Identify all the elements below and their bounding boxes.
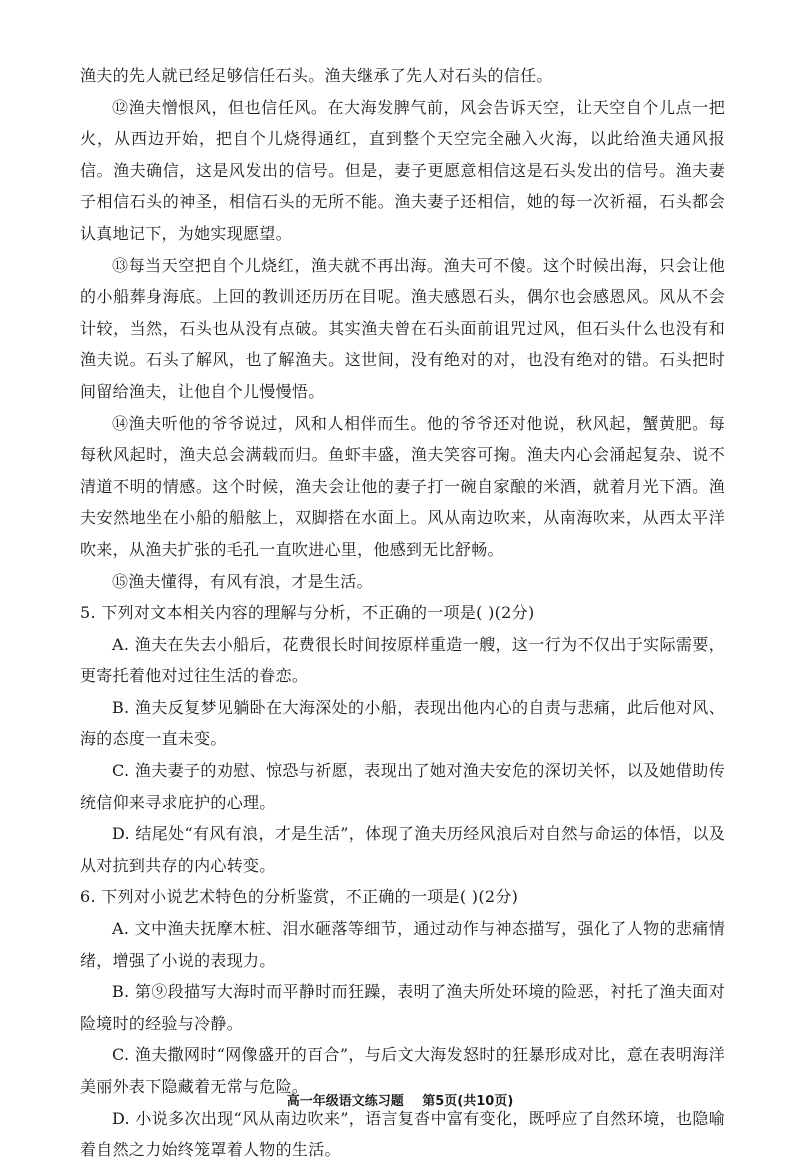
passage-paragraph-15: ⑮渔夫懂得，有风有浪，才是生活。 xyxy=(112,571,373,591)
passage-paragraph-11-tail: 渔夫的先人就已经足够信任石头。渔夫继承了先人对石头的信任。 xyxy=(80,66,553,85)
question-5-option-b: B. 渔夫反复梦见躺卧在大海深处的小船，表现出他内心的自责与悲痛，此后他对风、海的态度一直未变。 xyxy=(80,697,725,749)
passage-paragraph-14: ⑭渔夫听他的爷爷说过，风和人相伴而生。他的爷爷还对他说，秋风起，蟹黄肥。每每秋风起时，渔夫总会满载而归。鱼虾丰盛，渔夫笑容可掬。渔夫内心会涌起复杂、说不清道不明的情感。这个时候，渔夫会让他的妻子打一碗自家酿的米酒，就着月光下酒。渔夫安然地坐在小船的船舷上，双脚搭在水面上。风从南边吹来，从南海吹来，从西太平洋吹来，从渔夫扩张的毛孔一直吹进心里，他感到无比舒畅。 xyxy=(80,413,725,559)
footer-title: 高一年级语文练习题 xyxy=(286,1094,404,1109)
question-6-stem: 6. 下列对小说艺术特色的分析鉴赏，不正确的一项是( )(2分) xyxy=(80,887,519,907)
page-footer xyxy=(0,1090,800,1109)
passage-paragraph-13: ⑬每当天空把自个儿烧红，渔夫就不再出海。渔夫可不傻。这个时候出海，只会让他的小船葬身海底。上回的教训还历历在目呢。渔夫感恩石头，偶尔也会感恩风。风从不会计较，当然，石头也从没有点破。其实渔夫曾在石头面前诅咒过风，但石头什么也没有和渔夫说。石头了解风，也了解渔夫。这世间，没有绝对的对，也没有绝对的错。石头把时间留给渔夫，让他自个儿慢慢悟。 xyxy=(80,255,725,401)
question-5-option-a: A. 渔夫在失去小船后，花费很长时间按原样重造一艘，这一行为不仅出于实际需要，更寄托着他对过往生活的眷恋。 xyxy=(80,634,725,686)
exam-body xyxy=(80,60,725,1166)
question-5-option-d: D. 结尾处“有风有浪，才是生活”，体现了渔夫历经风浪后对自然与命运的体悟，以及从对抗到共存的内心转变。 xyxy=(80,824,725,875)
footer-page-number: 第5页(共10页) xyxy=(422,1094,514,1109)
question-6-option-d: D. 小说多次出现“风从南边吹来”，语言复沓中富有变化，既呼应了自然环境，也隐喻着自然之力始终笼罩着人物的生活。 xyxy=(80,1108,725,1160)
question-5-stem: 5. 下列对文本相关内容的理解与分析，不正确的一项是( )(2分) xyxy=(80,603,535,623)
question-6-option-c: C. 渔夫撒网时“网像盛开的百合”，与后文大海发怒时的狂暴形成对比，意在表明海洋美丽外表下隐藏着无常与危险。 xyxy=(80,1045,725,1096)
question-6-option-b: B. 第⑨段描写大海时而平静时而狂躁，表明了渔夫所处环境的险恶，衬托了渔夫面对险境时的经验与冷静。 xyxy=(80,982,725,1033)
question-5-option-c: C. 渔夫妻子的劝慰、惊恐与祈愿，表现出了她对渔夫安危的深切关怀，以及她借助传统信仰来寻求庇护的心理。 xyxy=(80,761,725,812)
question-6-option-a: A. 文中渔夫抚摩木桩、泪水砸落等细节，通过动作与神态描写，强化了人物的悲痛情绪，增强了小说的表现力。 xyxy=(80,919,725,970)
passage-paragraph-12: ⑫渔夫憎恨风，但也信任风。在大海发脾气前，风会告诉天空，让天空自个儿点一把火，从西边开始，把自个儿烧得通红，直到整个天空完全融入火海，以此给渔夫通风报信。渔夫确信，这是风发出的信号。但是，妻子更愿意相信这是石头发出的信号。渔夫妻子相信石头的神圣，相信石头的无所不能。渔夫妻子还相信，她的每一次祈福，石头都会认真地记下，为她实现愿望。 xyxy=(80,97,725,243)
